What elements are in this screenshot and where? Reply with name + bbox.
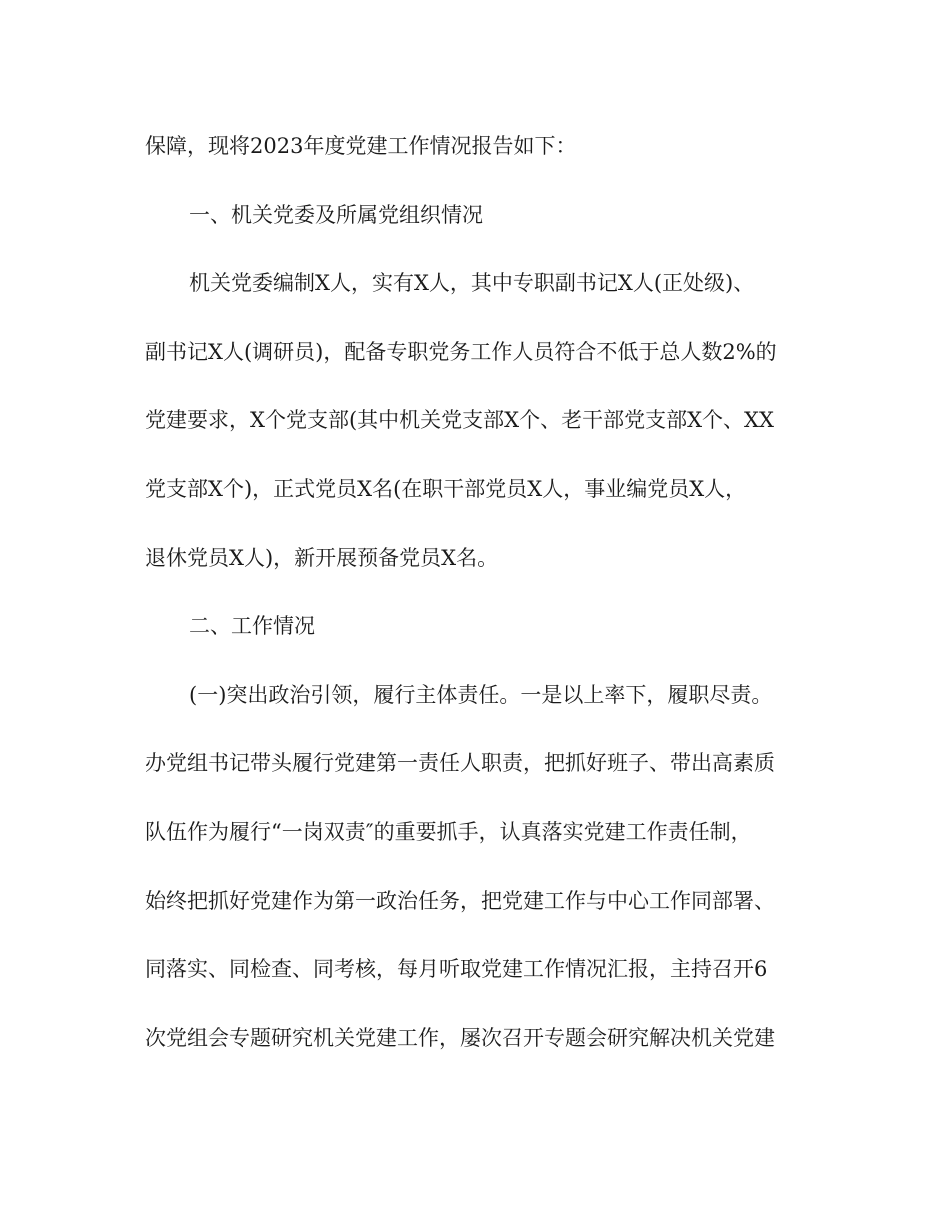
text-line: 次党组会专题研究机关党建工作，屡次召开专题会研究解决机关党建 (145, 1025, 775, 1050)
text-line: 党支部X个)，正式党员X名(在职干部党员X人，事业编党员X人， (145, 476, 747, 501)
text-line: 队伍作为履行“一岗双责″的重要抓手，认真落实党建工作责任制， (145, 819, 752, 844)
document-body (145, 127, 805, 1087)
section-heading: 二、工作情况 (189, 614, 315, 639)
text-line: 退休党员X人)，新开展预备党员X名。 (145, 545, 499, 570)
text-line: (一)突出政治引领，履行主体责任。一是以上率下，履职尽责。 (189, 682, 773, 707)
text-line: 党建要求，X个党支部(其中机关党支部X个、老干部党支部X个、XX (145, 408, 774, 433)
text-line: 机关党委编制X人，实有X人，其中专职副书记X人(正处级)、 (189, 271, 755, 296)
text-line: 保障，现将2023年度党建工作情况报告如下： (145, 134, 577, 158)
text-line: 办党组书记带头履行党建第一责任人职责，把抓好班子、带出高素质 (145, 751, 775, 776)
text-line: 副书记X人(调研员)，配备专职党务工作人员符合不低于总人数2%的 (145, 339, 777, 364)
section-heading: 一、机关党委及所属党组织情况 (189, 202, 483, 227)
text-line: 始终把抓好党建作为第一政治任务，把党建工作与中心工作同部署、 (145, 888, 775, 913)
text-line: 同落实、同检查、同考核，每月听取党建工作情况汇报，主持召开6 (145, 957, 768, 982)
